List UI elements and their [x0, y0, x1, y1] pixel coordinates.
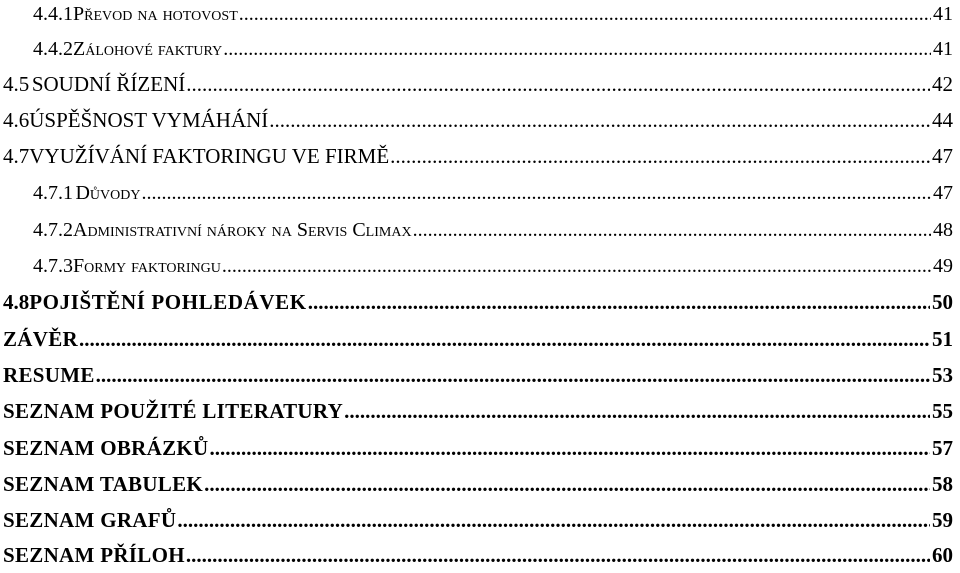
toc-entry-title: SEZNAM TABULEK	[3, 472, 204, 496]
toc-dot-leader	[177, 502, 930, 538]
toc-entry-seznam-obrazku[interactable]	[3, 430, 953, 466]
toc-dot-leader	[209, 430, 930, 466]
toc-entry-page: 41	[933, 38, 953, 60]
toc-entry-page: 42	[932, 72, 953, 96]
toc-entry-number: 4.7.3	[33, 255, 73, 277]
toc-entry-title: ZÁVĚR	[3, 327, 79, 351]
toc-entry-number: 4.4.1	[33, 3, 73, 25]
toc-dot-leader	[141, 175, 931, 211]
toc-entry-title: SEZNAM POUŽITÉ LITERATURY	[3, 399, 344, 423]
toc-entry-seznam-tabulek[interactable]	[3, 466, 953, 502]
toc-entry-4-6[interactable]	[3, 102, 953, 138]
toc-entry-title: SEZNAM OBRÁZKŮ	[3, 436, 209, 460]
toc-entry-zaver[interactable]	[3, 321, 953, 357]
toc-entry-title: Převod na hotovost	[73, 3, 238, 25]
toc-dot-leader	[186, 537, 930, 573]
toc-entry-title: ÚSPĚŠNOST VYMÁHÁNÍ	[29, 108, 269, 132]
toc-entry-title: Zálohové faktury	[73, 38, 223, 60]
toc-dot-leader	[222, 248, 931, 284]
toc-dot-leader	[204, 466, 930, 502]
toc-dot-leader	[79, 321, 930, 357]
toc-dot-leader	[308, 284, 930, 320]
toc-entry-page: 48	[933, 219, 953, 241]
toc-entry-number: 4.7.1	[33, 182, 73, 204]
toc-dot-leader	[223, 31, 931, 67]
toc-entry-page: 49	[933, 255, 953, 277]
toc-entry-4-7[interactable]	[3, 138, 953, 174]
toc-entry-page: 53	[932, 363, 953, 387]
toc-dot-leader	[390, 138, 930, 174]
toc-dot-leader	[344, 393, 930, 429]
toc-entry-title: Formy faktoringu	[73, 255, 221, 277]
toc-entry-page: 44	[932, 108, 953, 132]
toc-dot-leader	[186, 66, 930, 102]
toc-entry-4-8[interactable]	[3, 284, 953, 320]
toc-entry-seznam-priloh[interactable]	[3, 537, 953, 573]
toc-entry-number: 4.4.2	[33, 38, 73, 60]
toc-entry-title: VYUŽÍVÁNÍ FAKTORINGU VE FIRMĚ	[29, 144, 390, 168]
toc-dot-leader	[413, 212, 931, 248]
toc-entry-title: Administrativní nároky na Servis Climax	[73, 219, 412, 241]
toc-entry-page: 50	[932, 290, 953, 314]
toc-entry-title: SEZNAM PŘÍLOH	[3, 543, 185, 567]
toc-entry-number: 4.7.2	[33, 219, 73, 241]
toc-entry-title: SOUDNÍ ŘÍZENÍ	[31, 72, 186, 96]
toc-entry-page: 55	[932, 399, 953, 423]
toc-entry-number: 4.7	[3, 144, 30, 168]
toc-entry-page: 41	[933, 3, 953, 25]
toc-entry-number: 4.8	[3, 290, 30, 314]
toc-dot-leader	[269, 102, 930, 138]
toc-entry-page: 51	[932, 327, 953, 351]
toc-entry-page: 47	[932, 144, 953, 168]
toc-entry-4-7-2[interactable]	[33, 212, 953, 248]
toc-entry-page: 60	[932, 543, 953, 567]
toc-entry-seznam-grafu[interactable]	[3, 502, 953, 538]
toc-entry-4-7-1[interactable]	[33, 175, 953, 211]
toc-entry-number: 4.6	[3, 108, 30, 132]
toc-entry-number: 4.5	[3, 72, 30, 96]
toc-entry-seznam-literatury[interactable]	[3, 393, 953, 429]
toc-entry-page: 59	[932, 508, 953, 532]
toc-entry-4-5[interactable]	[3, 66, 953, 102]
toc-entry-page: 58	[932, 472, 953, 496]
toc-entry-resume[interactable]	[3, 357, 953, 393]
toc-entry-4-4-1[interactable]	[33, 0, 953, 32]
toc-entry-4-7-3[interactable]	[33, 248, 953, 284]
toc-entry-title: POJIŠTĚNÍ POHLEDÁVEK	[29, 290, 307, 314]
toc-entry-4-4-2[interactable]	[33, 31, 953, 67]
toc-dot-leader	[96, 357, 930, 393]
toc-dot-leader	[239, 0, 931, 32]
toc-entry-title: RESUME	[3, 363, 95, 387]
toc-entry-title: Důvody	[75, 182, 141, 204]
toc-entry-title: SEZNAM GRAFŮ	[3, 508, 177, 532]
toc-entry-page: 47	[933, 182, 953, 204]
toc-entry-page: 57	[932, 436, 953, 460]
